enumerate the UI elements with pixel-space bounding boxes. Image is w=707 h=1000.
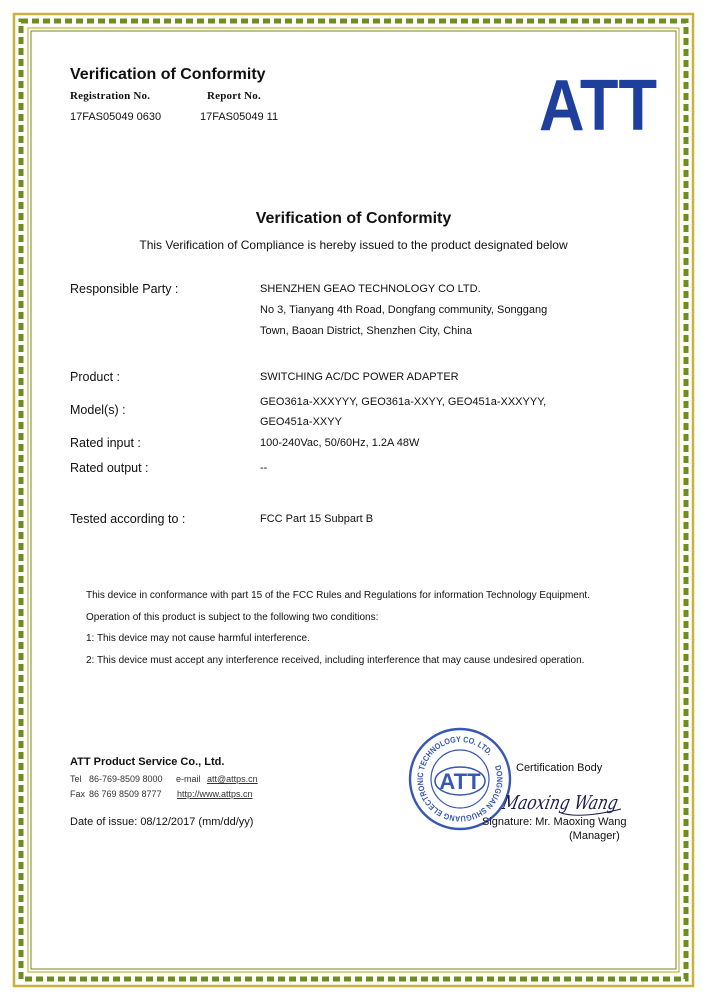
- svg-text:ATT: ATT: [439, 769, 481, 794]
- rated-input-label: Rated input :: [70, 436, 141, 450]
- tested-label: Tested according to :: [70, 512, 186, 526]
- product-value: SWITCHING AC/DC POWER ADAPTER: [260, 371, 459, 383]
- tested-value: FCC Part 15 Subpart B: [260, 513, 374, 525]
- email-link[interactable]: att@attps.cn: [207, 774, 258, 784]
- rated-input-value: 100-240Vac, 50/60Hz, 1.2A 48W: [260, 437, 420, 449]
- product-label: Product :: [70, 370, 121, 384]
- registration-number: 17FAS05049 0630: [70, 111, 162, 123]
- tel-value: 86-769-8509 8000: [89, 774, 163, 784]
- responsible-party-line: Town, Baoan District, Shenzhen City, China: [260, 325, 472, 337]
- models-line: GEO361a-XXXYYY, GEO361a-XXYY, GEO451a-XXXYYY,: [260, 396, 547, 408]
- certification-body-label: Certification Body: [516, 762, 603, 774]
- report-number: 17FAS05049 11: [200, 111, 279, 123]
- responsible-party-line: SHENZHEN GEAO TECHNOLOGY CO LTD.: [260, 283, 481, 295]
- signer-title: (Manager): [569, 830, 620, 842]
- tel-label: Tel: [70, 774, 82, 784]
- statement-line: 2: This device must accept any interference received, including interference that may cause undesired operation.: [86, 655, 585, 666]
- rated-output-value: --: [260, 462, 268, 474]
- main-subtitle: This Verification of Compliance is hereby issued to the product designated below: [139, 238, 568, 252]
- statement-line: This device in conformance with part 15 of the FCC Rules and Regulations for information Technology Equipment.: [86, 590, 590, 601]
- company-name: ATT Product Service Co., Ltd.: [70, 756, 225, 768]
- fax-value: 86 769 8509 8777: [89, 789, 162, 799]
- signature-line: Signature: Mr. Maoxing Wang: [482, 816, 627, 828]
- header-title: Verification of Conformity: [70, 66, 266, 83]
- registration-label: Registration No.: [70, 90, 151, 102]
- svg-text:Maoxing Wang: Maoxing Wang: [500, 791, 649, 814]
- models-label: Model(s) :: [70, 403, 126, 417]
- statement-line: 1: This device may not cause harmful interference.: [86, 633, 310, 644]
- att-logo: [538, 66, 658, 146]
- fax-label: Fax: [70, 789, 86, 799]
- email-label: e-mail: [176, 774, 201, 784]
- responsible-party-label: Responsible Party :: [70, 282, 179, 296]
- svg-text:DONGGUAN SHUGUANG ELECTRONIC T: DONGGUAN SHUGUANG ELECTRONIC TECHNOLOGY CO. LTD.: [415, 734, 505, 824]
- statement-line: Operation of this product is subject to the following two conditions:: [86, 612, 379, 623]
- website-link[interactable]: http://www.attps.cn: [177, 789, 253, 799]
- svg-text:ATT: ATT: [539, 66, 658, 146]
- responsible-party-line: No 3, Tianyang 4th Road, Dongfang community, Songgang: [260, 304, 548, 316]
- main-title: Verification of Conformity: [255, 210, 452, 227]
- report-label: Report No.: [207, 90, 261, 102]
- date-of-issue: Date of issue: 08/12/2017 (mm/dd/yy): [70, 816, 254, 828]
- models-line: GEO451a-XXYY: [260, 416, 342, 428]
- rated-output-label: Rated output :: [70, 461, 149, 475]
